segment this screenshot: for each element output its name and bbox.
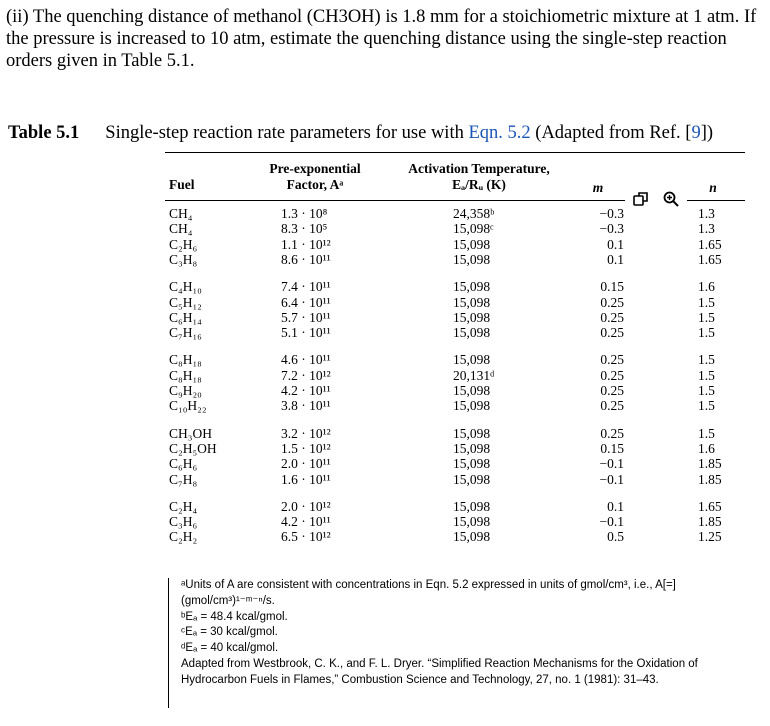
prefactor-cell: 1.5 · 10¹² xyxy=(281,440,331,456)
activation-temp-cell: 15,098 xyxy=(453,294,491,310)
prefactor-cell: 6.5 · 10¹² xyxy=(281,529,331,545)
m-cell: 0.1 xyxy=(607,251,624,267)
activation-temp-cell: 24,358ᵇ xyxy=(453,206,495,221)
prefactor-cell: 8.6 · 10¹¹ xyxy=(281,251,331,267)
header-fuel: Fuel xyxy=(169,177,195,192)
m-cell: 0.1 xyxy=(607,236,624,252)
prefactor-cell: 7.4 · 10¹¹ xyxy=(281,279,331,295)
n-cell: 1.5 xyxy=(698,383,715,398)
n-cell: 1.5 xyxy=(698,294,715,310)
n-cell: 1.65 xyxy=(698,498,722,514)
prefactor-cell: 3.8 · 10¹¹ xyxy=(281,398,331,414)
table-footnotes xyxy=(168,578,741,708)
footnote-a: ᵃUnits of A are consistent with concentrations in Eqn. 5.2 expressed in units of gmol/cm³, i.e., A[=] xyxy=(181,579,676,591)
fuel-cell: C₂H₆ xyxy=(169,236,198,252)
fuel-cell: C₉H₂₀ xyxy=(169,383,202,398)
activation-temp-cell: 15,098 xyxy=(453,398,491,414)
fuel-cell: C₅H₁₂ xyxy=(169,294,202,310)
m-cell: −0.1 xyxy=(599,471,624,487)
m-cell: 0.25 xyxy=(600,383,624,398)
fuel-cell: C₇H₈ xyxy=(169,471,198,487)
prefactor-cell: 4.2 · 10¹¹ xyxy=(281,383,331,398)
activation-temp-cell: 15,098 xyxy=(453,251,491,267)
table-caption xyxy=(8,123,768,144)
fuel-cell: CH₃OH xyxy=(169,425,212,441)
footnote-a-units: (gmol/cm³)¹⁻ᵐ⁻ⁿ/s. xyxy=(181,594,275,607)
m-cell: 0.25 xyxy=(600,294,624,310)
fuel-cell: CH₄ xyxy=(169,206,193,221)
header-prefactor: Pre-exponential Factor, Aᵃ xyxy=(269,161,361,192)
activation-temp-cell: 15,098 xyxy=(453,236,491,252)
fuel-cell: C₃H₆ xyxy=(169,514,198,530)
prefactor-cell: 3.2 · 10¹² xyxy=(281,425,331,441)
n-cell: 1.5 xyxy=(698,398,715,414)
prefactor-cell: 1.3 · 10⁸ xyxy=(281,206,328,221)
caption-text-c: ]) xyxy=(700,123,714,143)
n-cell: 1.3 xyxy=(698,221,715,237)
fuel-cell: C₆H₆ xyxy=(169,456,198,472)
n-cell: 1.65 xyxy=(698,236,722,252)
prefactor-cell: 7.2 · 10¹² xyxy=(281,367,331,383)
activation-temp-cell: 15,098ᶜ xyxy=(453,221,494,237)
m-cell: 0.15 xyxy=(600,279,624,295)
activation-temp-cell: 15,098 xyxy=(453,383,491,398)
fuel-cell: C₇H₁₆ xyxy=(169,325,202,341)
footnote-b: ᵇEₐ = 48.4 kcal/gmol. xyxy=(181,610,288,623)
copy-icon[interactable] xyxy=(631,189,651,209)
n-cell: 1.5 xyxy=(698,425,715,441)
n-cell: 1.25 xyxy=(698,529,722,545)
m-cell: 0.25 xyxy=(600,367,624,383)
n-cell: 1.65 xyxy=(698,251,722,267)
prefactor-cell: 4.2 · 10¹¹ xyxy=(281,514,331,530)
m-cell: −0.3 xyxy=(599,206,624,221)
activation-temp-cell: 15,098 xyxy=(453,325,491,341)
fuel-cell: C₂H₂ xyxy=(169,529,198,545)
activation-temp-cell: 15,098 xyxy=(453,514,491,530)
m-cell: −0.1 xyxy=(599,514,624,530)
prefactor-cell: 5.1 · 10¹¹ xyxy=(281,325,331,341)
n-cell: 1.6 xyxy=(698,440,715,456)
ref-link[interactable]: 9 xyxy=(691,123,701,143)
m-cell: 0.15 xyxy=(600,440,624,456)
fuel-cell: C₄H₁₀ xyxy=(169,279,202,295)
activation-temp-cell: 15,098 xyxy=(453,279,491,295)
n-cell: 1.3 xyxy=(698,206,715,221)
n-cell: 1.5 xyxy=(698,352,715,368)
source-citation-2: Hydrocarbon Fuels in Flames,” Combustion Science and Technology, 27, no. 1 (1981): 31–43. xyxy=(181,673,659,686)
prefactor-cell: 6.4 · 10¹¹ xyxy=(281,294,331,310)
activation-temp-cell: 15,098 xyxy=(453,471,491,487)
question-text: (ii) The quenching distance of methanol (CH3OH) is 1.8 mm for a stoichiometric mixture at 1 atm. If the pressure is increased to 10 atm, estimate the quenching distance using the single-step reaction orders given in Table 5.1. xyxy=(6,7,757,71)
m-cell: 0.1 xyxy=(607,498,624,514)
activation-temp-cell: 20,131ᵈ xyxy=(453,367,495,383)
n-cell: 1.5 xyxy=(698,309,715,325)
activation-temp-cell: 15,098 xyxy=(453,498,491,514)
prefactor-cell: 2.0 · 10¹¹ xyxy=(281,456,331,472)
m-cell: 0.25 xyxy=(600,398,624,414)
activation-temp-cell: 15,098 xyxy=(453,456,491,472)
m-cell: −0.3 xyxy=(599,221,624,237)
m-cell: 0.25 xyxy=(600,352,624,368)
prefactor-cell: 2.0 · 10¹² xyxy=(281,498,331,514)
fuel-cell: C₂H₄ xyxy=(169,498,198,514)
table-label: Table 5.1 xyxy=(8,123,80,143)
n-cell: 1.6 xyxy=(698,279,715,295)
m-cell: 0.25 xyxy=(600,325,624,341)
fuel-cell: C₂H₅OH xyxy=(169,440,217,456)
eqn-link[interactable]: Eqn. 5.2 xyxy=(468,123,531,143)
footnote-c: ᶜEₐ = 30 kcal/gmol. xyxy=(181,626,278,639)
activation-temp-cell: 15,098 xyxy=(453,529,491,545)
prefactor-cell: 1.6 · 10¹¹ xyxy=(281,471,331,487)
n-cell: 1.85 xyxy=(698,514,722,530)
caption-text-b: (Adapted from Ref. [ xyxy=(530,123,692,143)
image-toolbar xyxy=(625,183,687,215)
header-n: n xyxy=(709,180,717,195)
prefactor-cell: 1.1 · 10¹² xyxy=(281,236,331,252)
fuel-cell: CH₄ xyxy=(169,221,193,237)
activation-temp-cell: 15,098 xyxy=(453,425,491,441)
prefactor-cell: 8.3 · 10⁵ xyxy=(281,221,328,237)
zoom-in-icon[interactable] xyxy=(661,189,681,209)
m-cell: −0.1 xyxy=(599,456,624,472)
n-cell: 1.5 xyxy=(698,367,715,383)
activation-temp-cell: 15,098 xyxy=(453,352,491,368)
table-top-rule xyxy=(165,152,745,153)
fuel-cell: C₈H₁₈ xyxy=(169,352,202,368)
header-activation-temp: Activation Temperature, Eₐ/Rᵤ (K) xyxy=(408,161,550,192)
fuel-cell: C₈H₁₈ xyxy=(169,367,202,383)
prefactor-cell: 5.7 · 10¹¹ xyxy=(281,309,331,325)
header-m: m xyxy=(592,180,604,195)
activation-temp-cell: 15,098 xyxy=(453,440,491,456)
caption-text-a: Single-step reaction rate parameters for use with xyxy=(105,123,469,143)
n-cell: 1.85 xyxy=(698,471,722,487)
prefactor-cell: 4.6 · 10¹¹ xyxy=(281,352,331,368)
fuel-cell: C₁₀H₂₂ xyxy=(169,398,207,414)
fuel-cell: C₃H₈ xyxy=(169,251,198,267)
n-cell: 1.5 xyxy=(698,325,715,341)
fuel-cell: C₆H₁₄ xyxy=(169,309,202,325)
m-cell: 0.5 xyxy=(607,529,624,545)
m-cell: 0.25 xyxy=(600,309,624,325)
footnote-d: ᵈEₐ = 40 kcal/gmol. xyxy=(181,642,279,655)
source-citation-1: Adapted from Westbrook, C. K., and F. L. Dryer. “Simplified Reaction Mechanisms for the Oxidation of xyxy=(181,657,698,670)
m-cell: 0.25 xyxy=(600,425,624,441)
activation-temp-cell: 15,098 xyxy=(453,309,491,325)
n-cell: 1.85 xyxy=(698,456,722,472)
